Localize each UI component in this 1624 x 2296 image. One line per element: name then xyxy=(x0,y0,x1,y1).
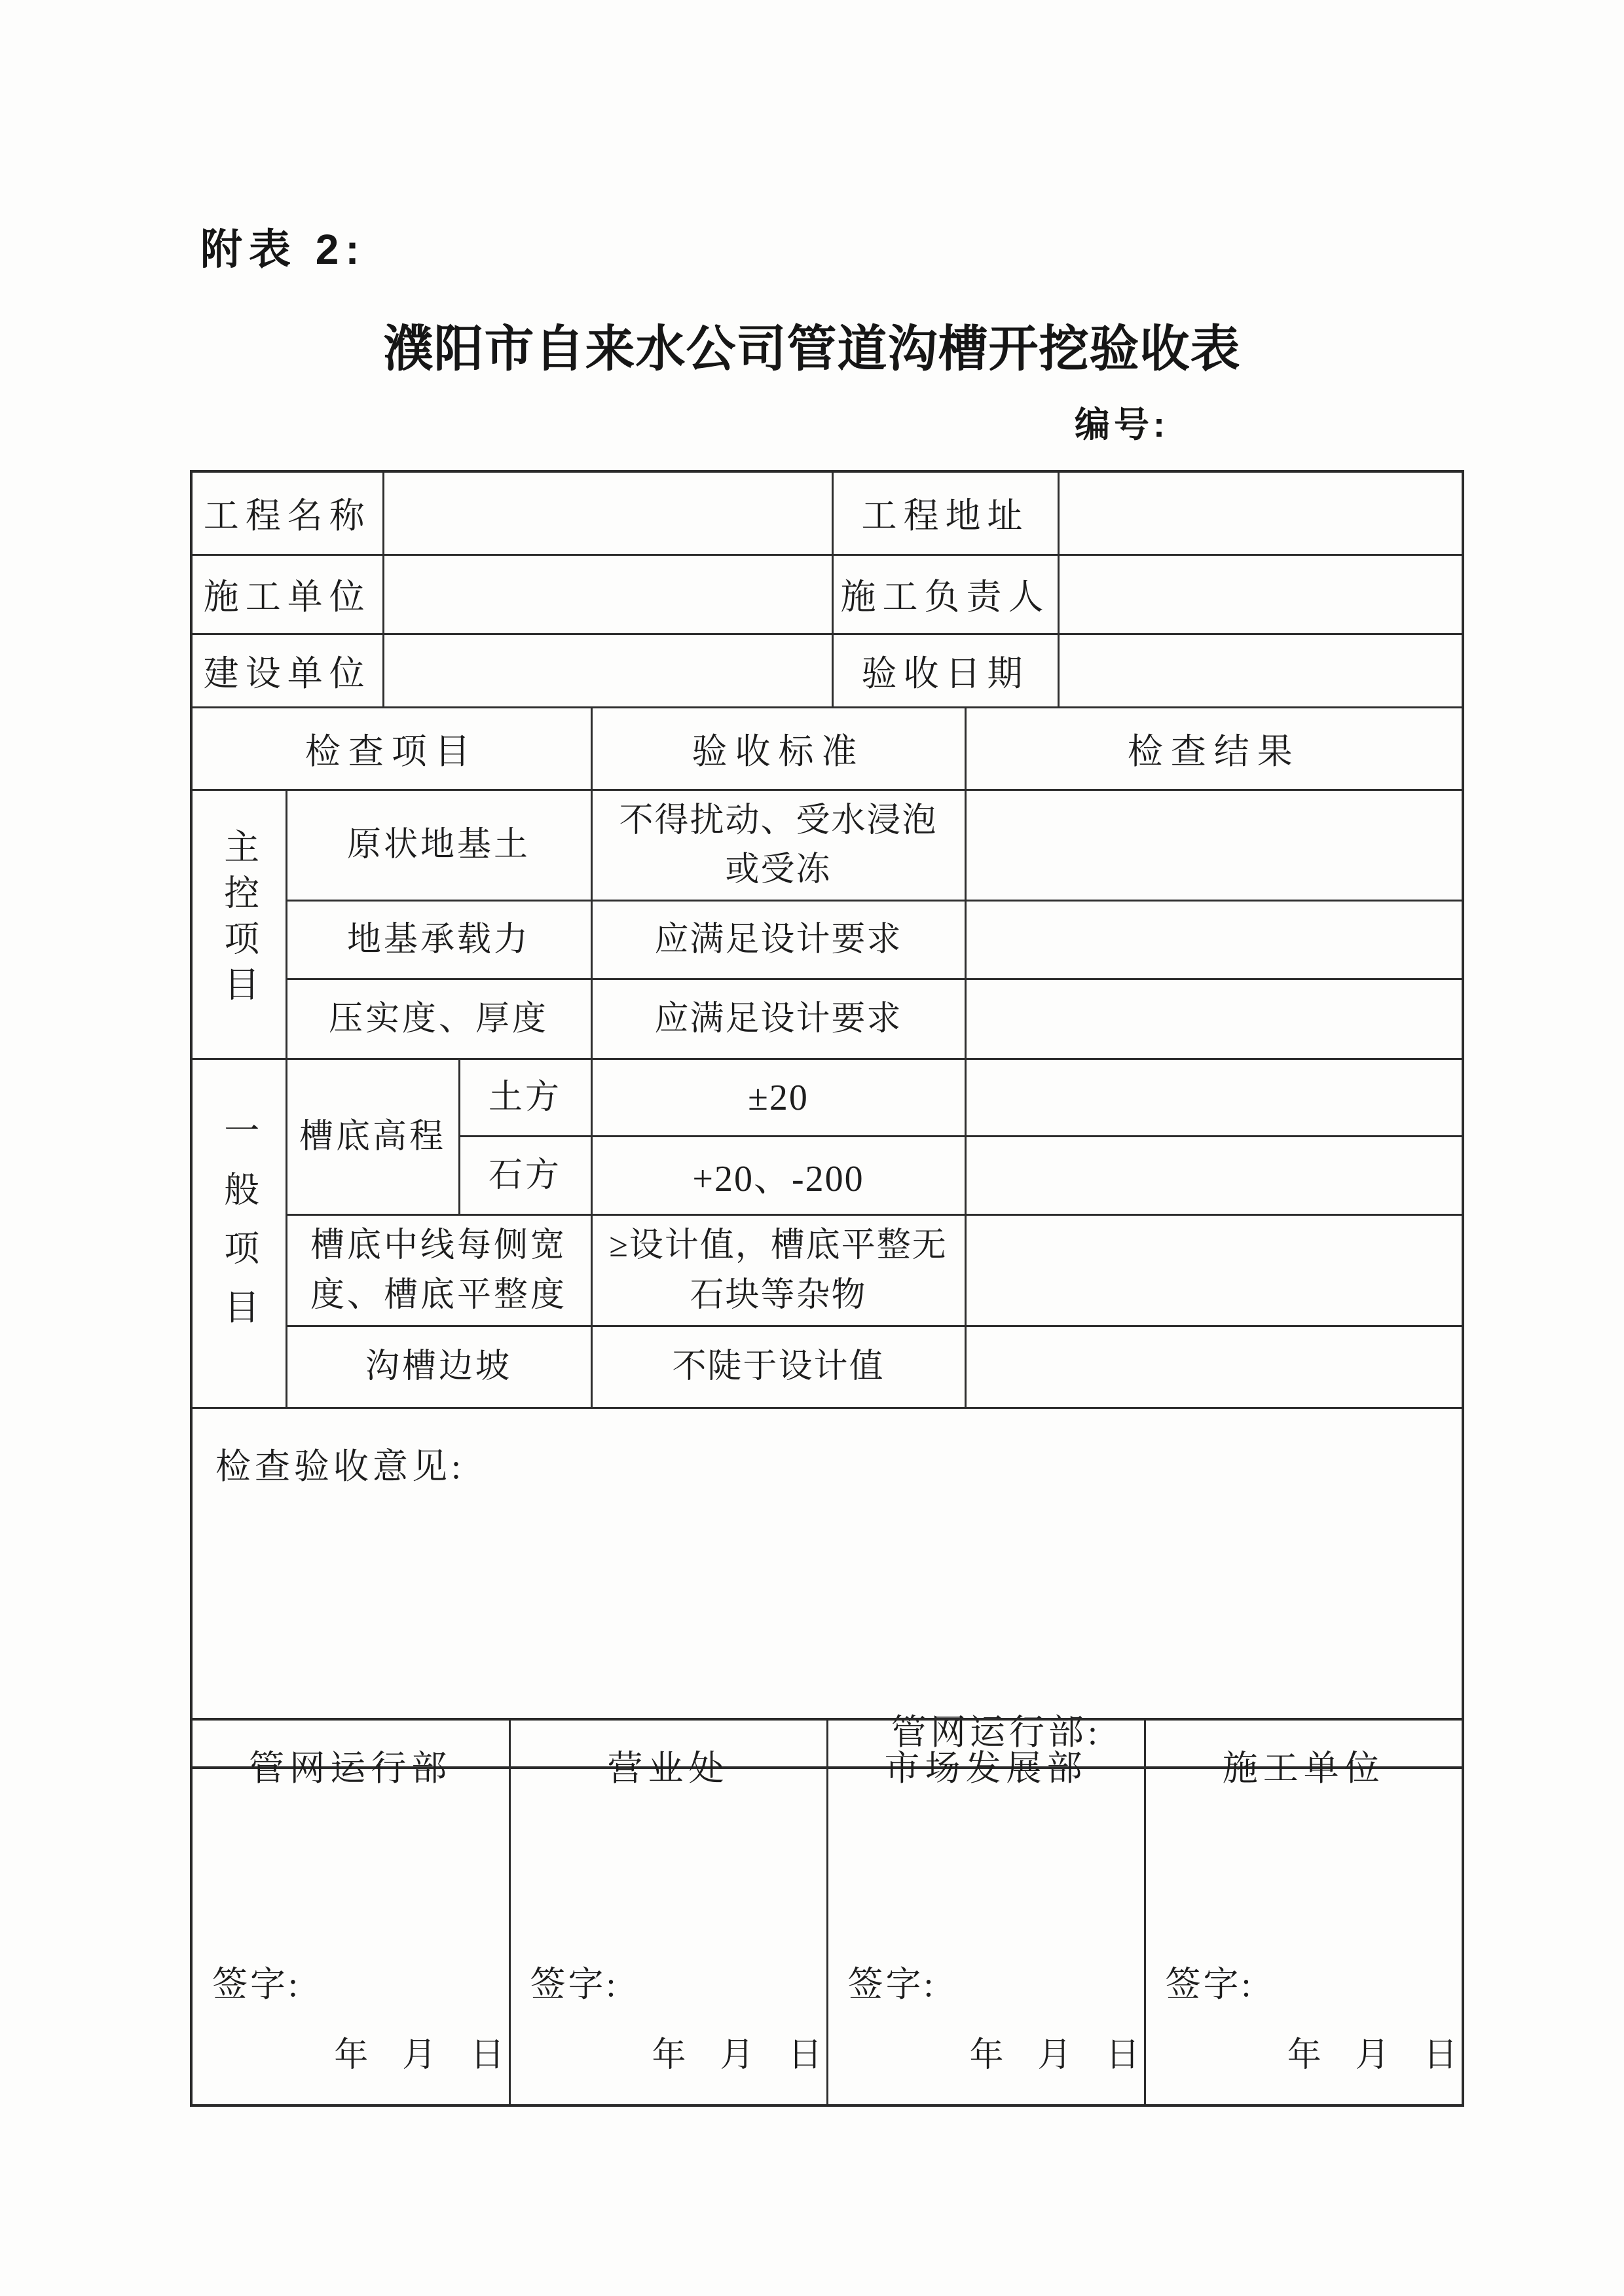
annex-label: 附表 2: xyxy=(200,226,366,273)
date-placeholder: 年 月 日 xyxy=(969,2037,1140,2074)
item-bottom-width-flatness: 槽底中线每侧宽度、槽底平整度 xyxy=(286,1215,591,1326)
info-row xyxy=(191,555,1463,634)
info-row xyxy=(191,634,1463,707)
sign-label: 签字: xyxy=(1165,1965,1254,2004)
acceptance-date-label: 验收日期 xyxy=(832,634,1058,707)
signature-table xyxy=(190,1718,1464,2107)
project-name-label: 工程名称 xyxy=(191,471,383,555)
sign-label: 签字: xyxy=(212,1965,301,2004)
main-control-row xyxy=(191,790,1463,901)
standard-earthwork: ±20 xyxy=(591,1059,965,1137)
standard-compaction-thickness: 应满足设计要求 xyxy=(591,979,965,1059)
opinion-cell xyxy=(191,1408,1463,1768)
sig-cell-pipeline-operation-dept xyxy=(191,1719,509,2105)
item-trench-bottom-elevation: 槽底高程 xyxy=(286,1059,459,1215)
owner-unit-value xyxy=(383,634,832,707)
general-row xyxy=(191,1059,1463,1137)
item-compaction-thickness: 压实度、厚度 xyxy=(286,979,591,1059)
header-acceptance-standard: 验收标准 xyxy=(591,707,965,790)
project-address-label: 工程地址 xyxy=(832,471,1058,555)
signature-row xyxy=(191,1719,1463,2105)
opinion-dept-note: 管网运行部: xyxy=(891,1712,1102,1752)
result-trench-slope xyxy=(965,1326,1463,1408)
department-label: 管网运行部 xyxy=(249,1749,452,1788)
result-foundation-bearing-capacity xyxy=(965,901,1463,979)
info-row xyxy=(191,471,1463,555)
standard-rockwork: +20、-200 xyxy=(591,1137,965,1215)
sign-label: 签字: xyxy=(847,1965,936,2004)
item-earthwork: 土方 xyxy=(459,1059,591,1137)
result-original-foundation-soil xyxy=(965,790,1463,901)
general-group-cell xyxy=(191,1059,286,1408)
standard-bottom-width-flatness: ≥设计值，槽底平整无石块等杂物 xyxy=(591,1215,965,1326)
item-trench-slope: 沟槽边坡 xyxy=(286,1326,591,1408)
header-check-result: 检查结果 xyxy=(965,707,1463,790)
opinion-row xyxy=(191,1408,1463,1768)
item-rockwork: 石方 xyxy=(459,1137,591,1215)
main-control-row xyxy=(191,979,1463,1059)
general-row xyxy=(191,1215,1463,1326)
standard-foundation-bearing-capacity: 应满足设计要求 xyxy=(591,901,965,979)
result-compaction-thickness xyxy=(965,979,1463,1059)
sig-cell-construction-unit xyxy=(1145,1719,1463,2105)
sign-label: 签字: xyxy=(530,1965,619,2004)
result-bottom-width-flatness xyxy=(965,1215,1463,1326)
result-rockwork xyxy=(965,1137,1463,1215)
general-group-label: 一般项目 xyxy=(219,1111,259,1347)
department-label: 施工单位 xyxy=(1222,1749,1385,1788)
standard-original-foundation-soil: 不得扰动、受水浸泡或受冻 xyxy=(591,790,965,901)
sig-cell-market-development-dept xyxy=(827,1719,1145,2105)
general-row xyxy=(191,1326,1463,1408)
check-header-row xyxy=(191,707,1463,790)
opinion-label: 检查验收意见: xyxy=(215,1447,466,1487)
project-address-value xyxy=(1058,471,1463,555)
department-label: 市场发展部 xyxy=(884,1749,1088,1788)
page-title: 濮阳市自来水公司管道沟槽开挖验收表 xyxy=(383,321,1241,377)
acceptance-form-table xyxy=(190,470,1464,1769)
serial-number-label: 编号: xyxy=(1075,405,1169,445)
date-placeholder: 年 月 日 xyxy=(1287,2037,1458,2074)
owner-unit-label: 建设单位 xyxy=(191,634,383,707)
construction-manager-label: 施工负责人 xyxy=(832,555,1058,634)
standard-trench-slope: 不陡于设计值 xyxy=(591,1326,965,1408)
construction-unit-value xyxy=(383,555,832,634)
main-control-group-label: 主控项目 xyxy=(219,828,259,1012)
main-control-group-cell xyxy=(191,790,286,1059)
main-control-row xyxy=(191,901,1463,979)
department-label: 营业处 xyxy=(607,1749,729,1788)
item-original-foundation-soil: 原状地基土 xyxy=(286,790,591,901)
construction-manager-value xyxy=(1058,555,1463,634)
date-placeholder: 年 月 日 xyxy=(334,2037,505,2074)
construction-unit-label: 施工单位 xyxy=(191,555,383,634)
item-foundation-bearing-capacity: 地基承载力 xyxy=(286,901,591,979)
date-placeholder: 年 月 日 xyxy=(652,2037,822,2074)
project-name-value xyxy=(383,471,832,555)
acceptance-date-value xyxy=(1058,634,1463,707)
sig-cell-business-office xyxy=(509,1719,827,2105)
result-earthwork xyxy=(965,1059,1463,1137)
header-check-item: 检查项目 xyxy=(191,707,591,790)
